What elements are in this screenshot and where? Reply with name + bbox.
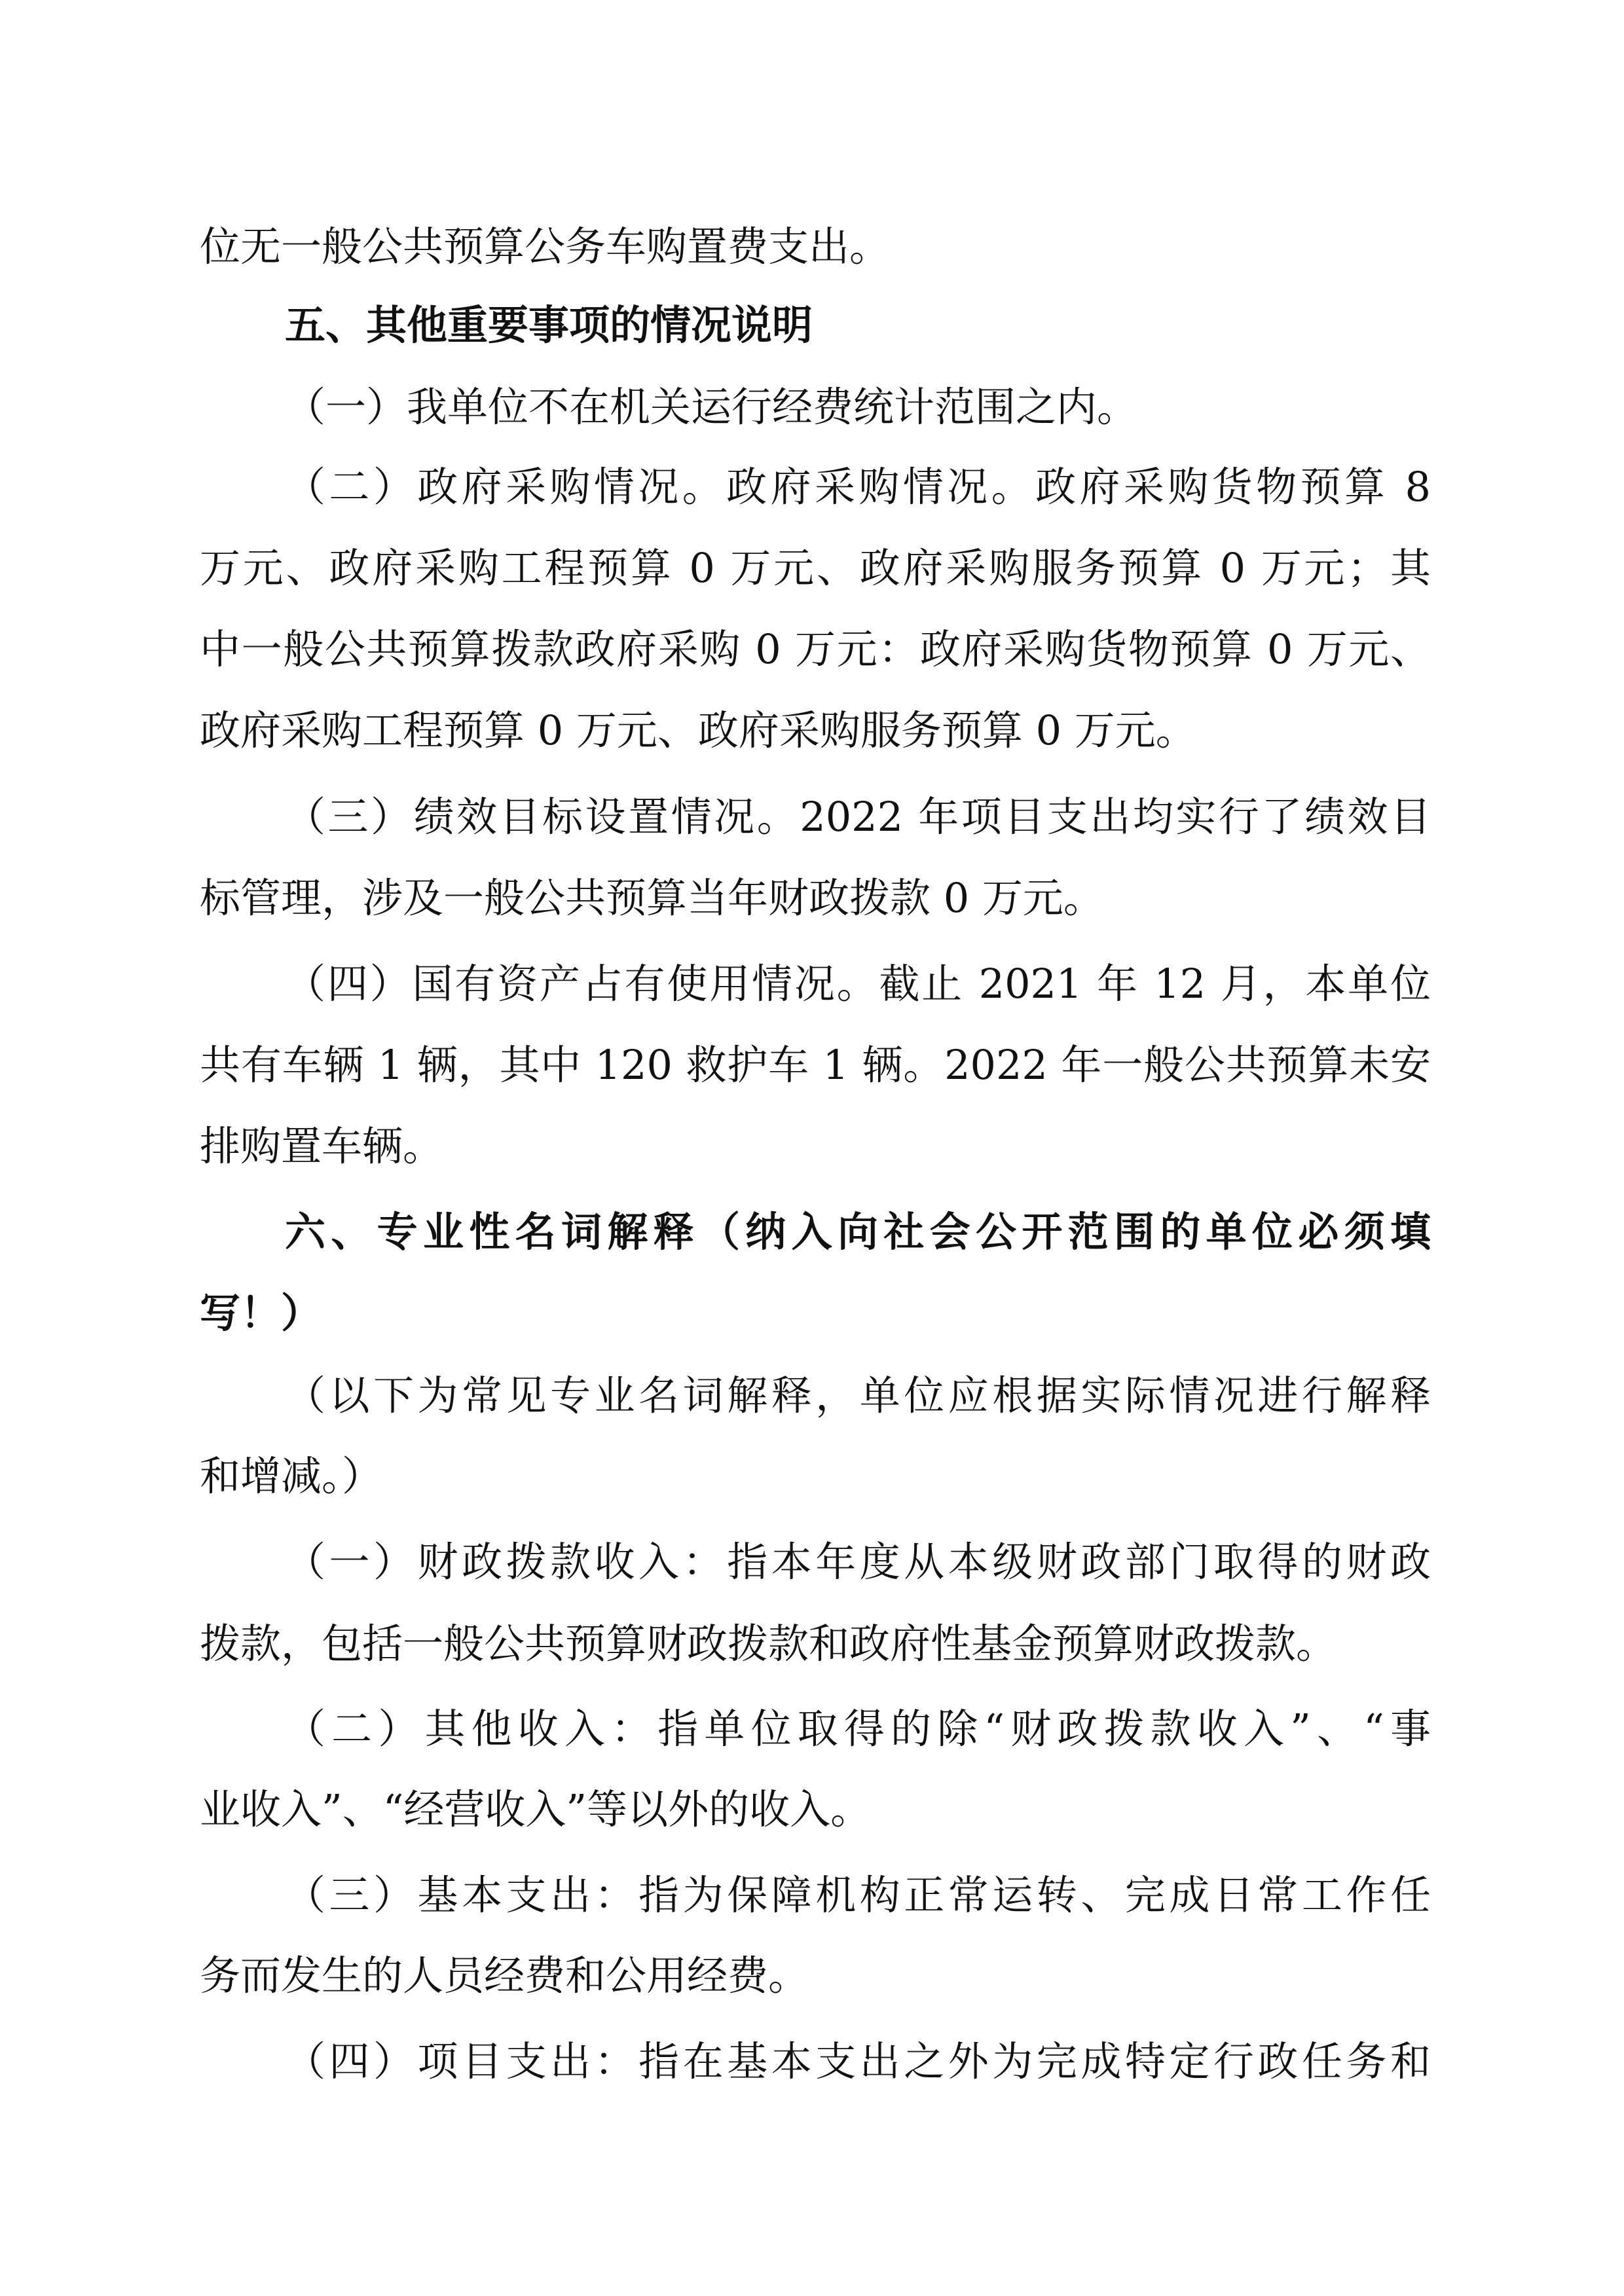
paragraph-line: （一）我单位不在机关运行经费统计范围之内。 — [285, 383, 1138, 431]
paragraph-line: （一）财政拨款收入：指本年度从本级财政部门取得的财政 — [285, 1538, 1431, 1586]
paragraph-line: 排购置车辆。 — [200, 1122, 444, 1170]
paragraph-line: （二）政府采购情况。政府采购情况。政府采购货物预算 8 — [285, 463, 1431, 511]
paragraph-line: 业收入”、“经营收入”等以外的收入。 — [200, 1785, 872, 1833]
paragraph-line: 中一般公共预算拨款政府采购 0 万元：政府采购货物预算 0 万元、 — [200, 625, 1431, 673]
paragraph-line: 务而发生的人员经费和公用经费。 — [200, 1952, 809, 1999]
paragraph-line: （二）其他收入：指单位取得的除“财政拨款收入”、“事 — [285, 1705, 1431, 1753]
section-heading-5: 五、其他重要事项的情况说明 — [285, 301, 813, 349]
paragraph-line: （以下为常见专业名词解释，单位应根据实际情况进行解释 — [285, 1372, 1431, 1419]
paragraph-line: （四）国有资产占有使用情况。截止 2021 年 12 月，本单位 — [285, 960, 1431, 1008]
paragraph-line: 位无一般公共预算公务车购置费支出。 — [200, 223, 891, 270]
section-heading-6: 六、专业性名词解释（纳入向社会公开范围的单位必须填 — [285, 1208, 1431, 1256]
paragraph-line: 和增减。） — [200, 1452, 383, 1500]
paragraph-line: （四）项目支出：指在基本支出之外为完成特定行政任务和 — [285, 2037, 1431, 2085]
section-heading-6-cont: 写！） — [200, 1289, 322, 1337]
paragraph-line: 标管理，涉及一般公共预算当年财政拨款 0 万元。 — [200, 874, 1104, 922]
paragraph-line: 政府采购工程预算 0 万元、政府采购服务预算 0 万元。 — [200, 706, 1196, 754]
paragraph-line: （三）基本支出：指为保障机构正常运转、完成日常工作任 — [285, 1871, 1431, 1919]
paragraph-line: （三）绩效目标设置情况。2022 年项目支出均实行了绩效目 — [285, 793, 1431, 841]
paragraph-line: 拨款，包括一般公共预算财政拨款和政府性基金预算财政拨款。 — [200, 1620, 1337, 1667]
paragraph-line: 共有车辆 1 辆，其中 120 救护车 1 辆。2022 年一般公共预算未安 — [200, 1041, 1431, 1089]
paragraph-line: 万元、政府采购工程预算 0 万元、政府采购服务预算 0 万元；其 — [200, 544, 1431, 592]
